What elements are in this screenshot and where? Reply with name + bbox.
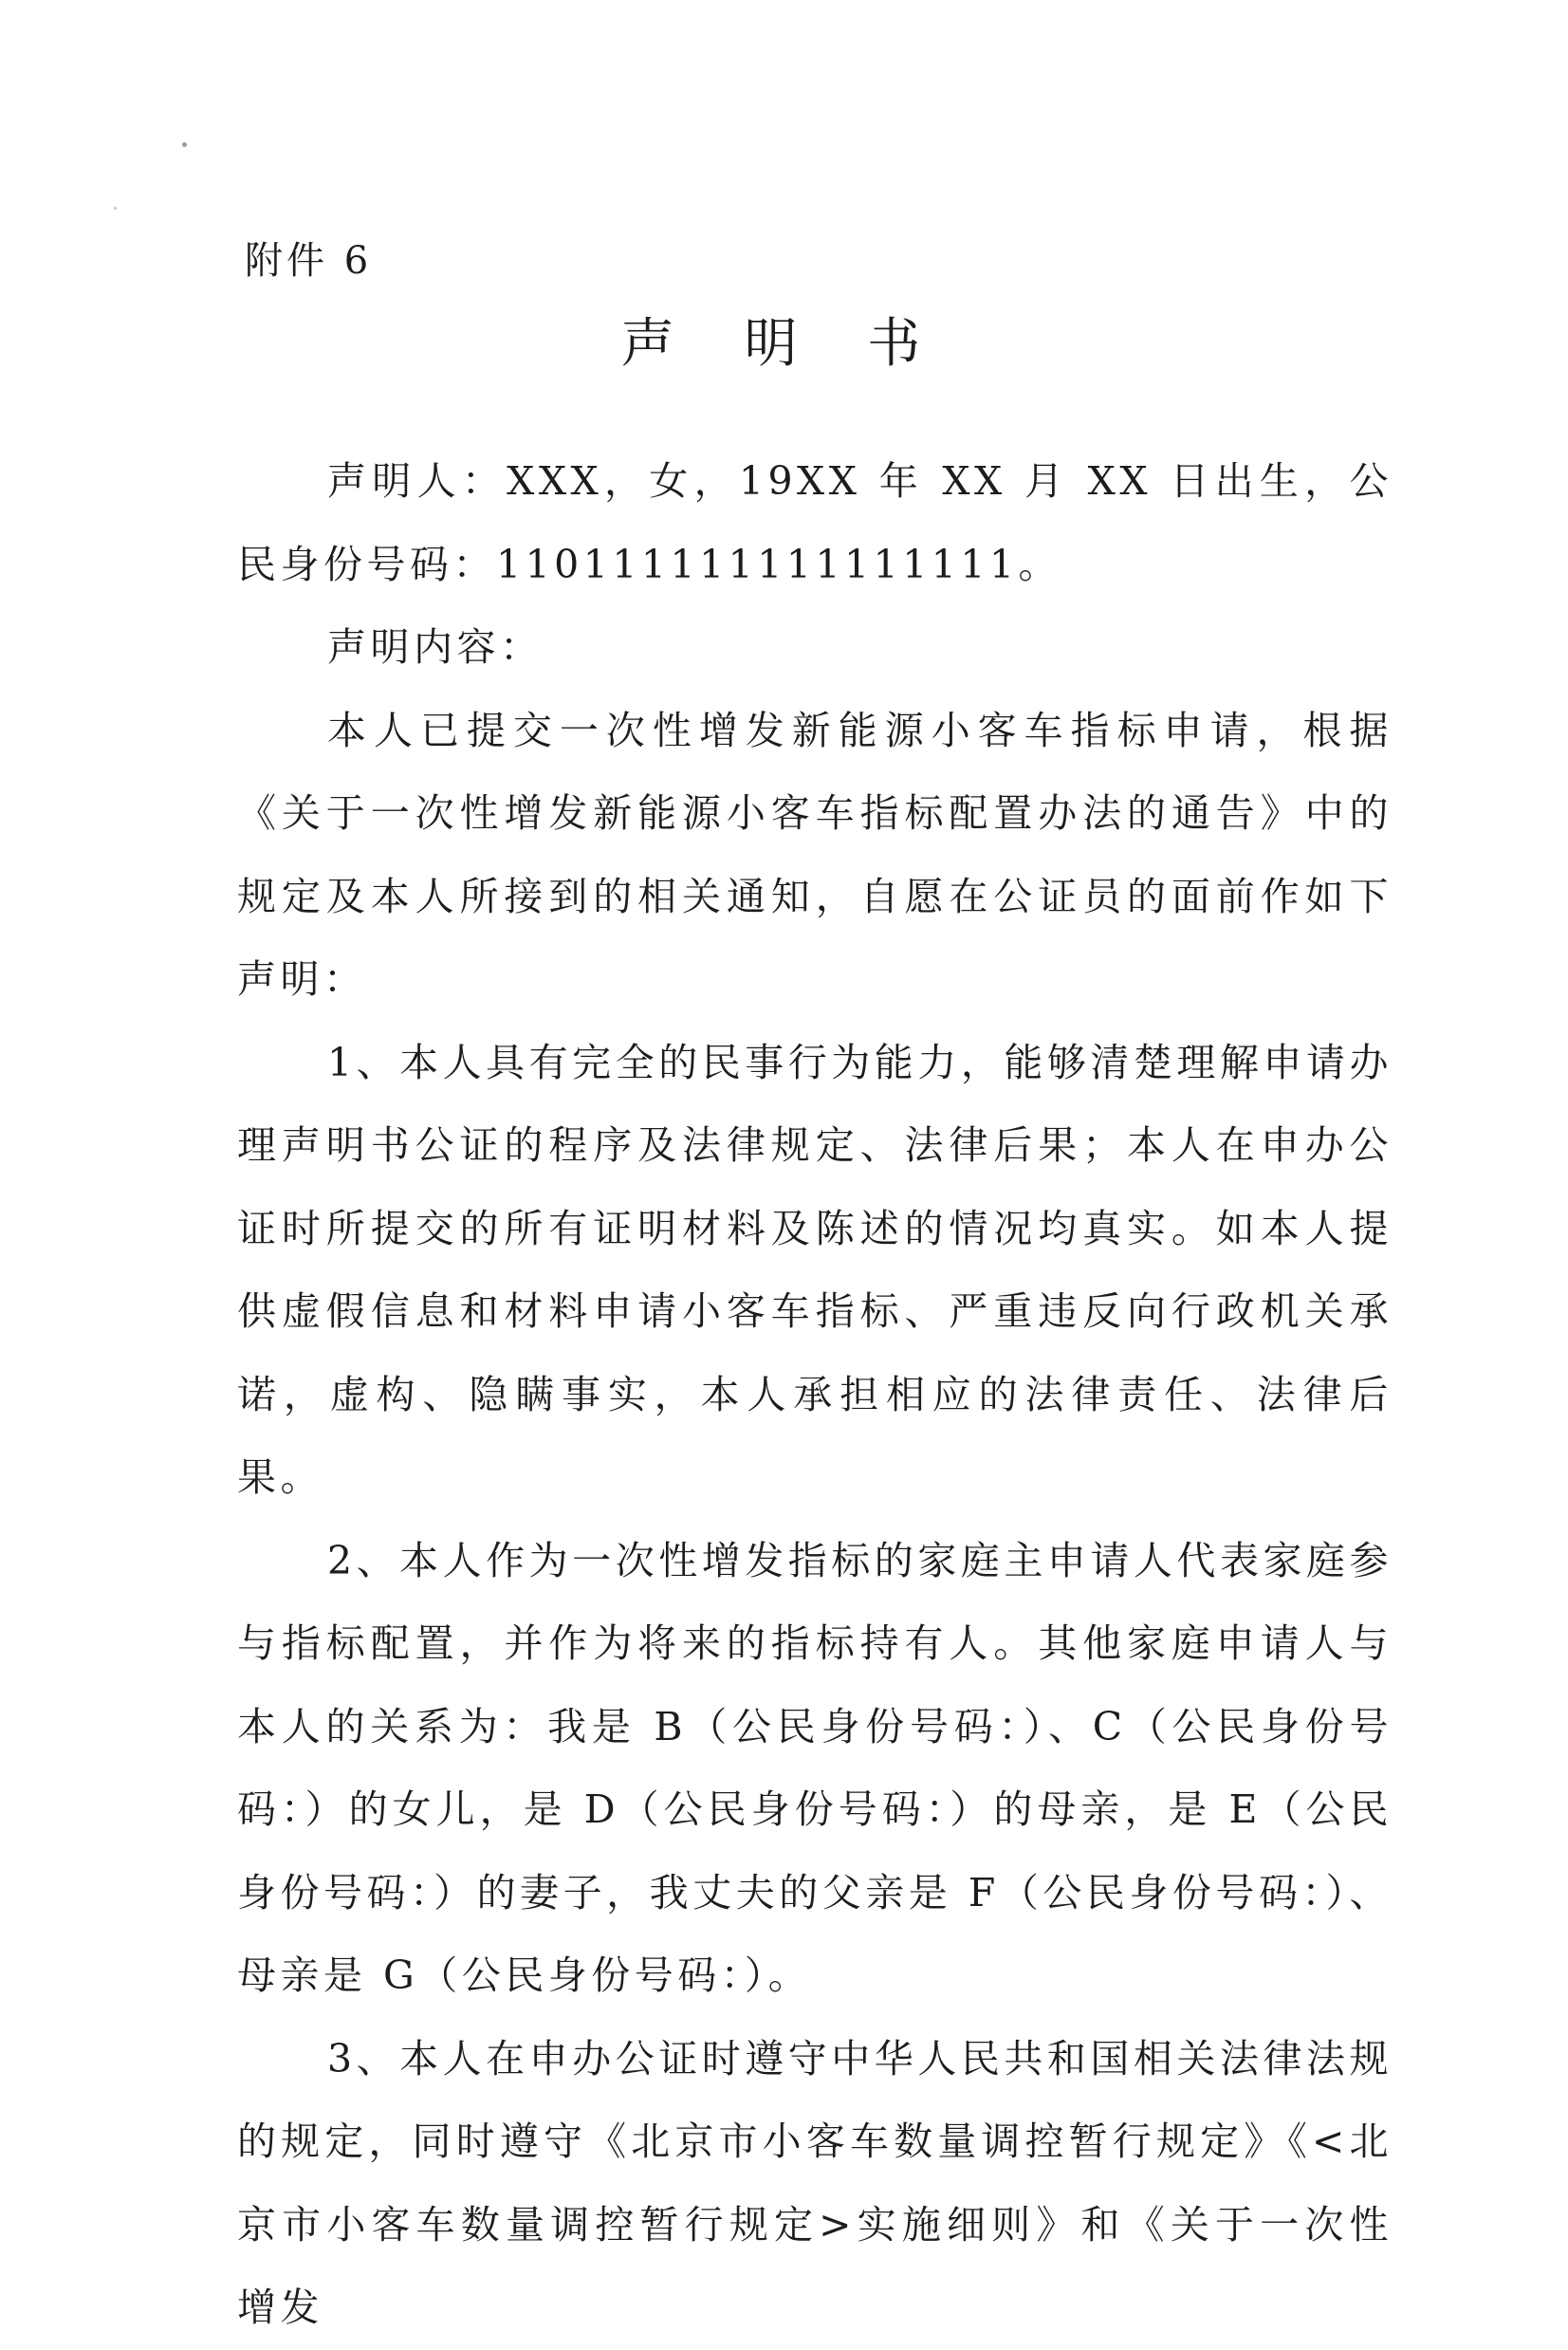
document-title: 声 明 书 — [620, 313, 948, 375]
attachment-label: 附件 6 — [245, 239, 373, 283]
clause-1-paragraph: 1、本人具有完全的民事行为能力，能够清楚理解申请办理声明书公证的程序及法律规定、法律后果；本人在申办公证时所提交的所有证明材料及陈述的情况均真实。如本人提供虚假信息和材料申请小客车指标、严重违反向行政机关承诺，虚构、隐瞒事实，本人承担相应的法律责任、法律后果。 — [237, 1039, 1393, 1500]
declarant-paragraph: 声明人：XXX，女，19XX 年 XX 月 XX 日出生，公民身份号码：110111111111111111。 — [237, 458, 1393, 587]
scan-speck — [114, 207, 117, 210]
clause-2-paragraph: 2、本人作为一次性增发指标的家庭主申请人代表家庭参与指标配置，并作为将来的指标持有人。其他家庭申请人与本人的关系为：我是 B（公民身份号码：）、C（公民身份号码：）的女儿，是 D（公民身份号码：）的母亲，是 E（公民身份号码：）的妻子，我丈夫的父亲是 F（公民身份号码：）、母亲是 G（公民身份号码：）。 — [237, 1537, 1393, 1998]
clause-3-paragraph: 3、本人在申办公证时遵守中华人民共和国相关法律法规的规定，同时遵守《北京市小客车数量调控暂行规定》《<北京市小客车数量调控暂行规定>实施细则》和《关于一次性增发 — [237, 2035, 1393, 2330]
document-body — [237, 440, 1393, 2350]
intro-paragraph: 本人已提交一次性增发新能源小客车指标申请，根据《关于一次性增发新能源小客车指标配置办法的通告》中的规定及本人所接到的相关通知，自愿在公证员的面前作如下声明： — [237, 707, 1393, 1002]
scan-speck — [182, 142, 187, 147]
content-heading: 声明内容： — [327, 624, 544, 670]
